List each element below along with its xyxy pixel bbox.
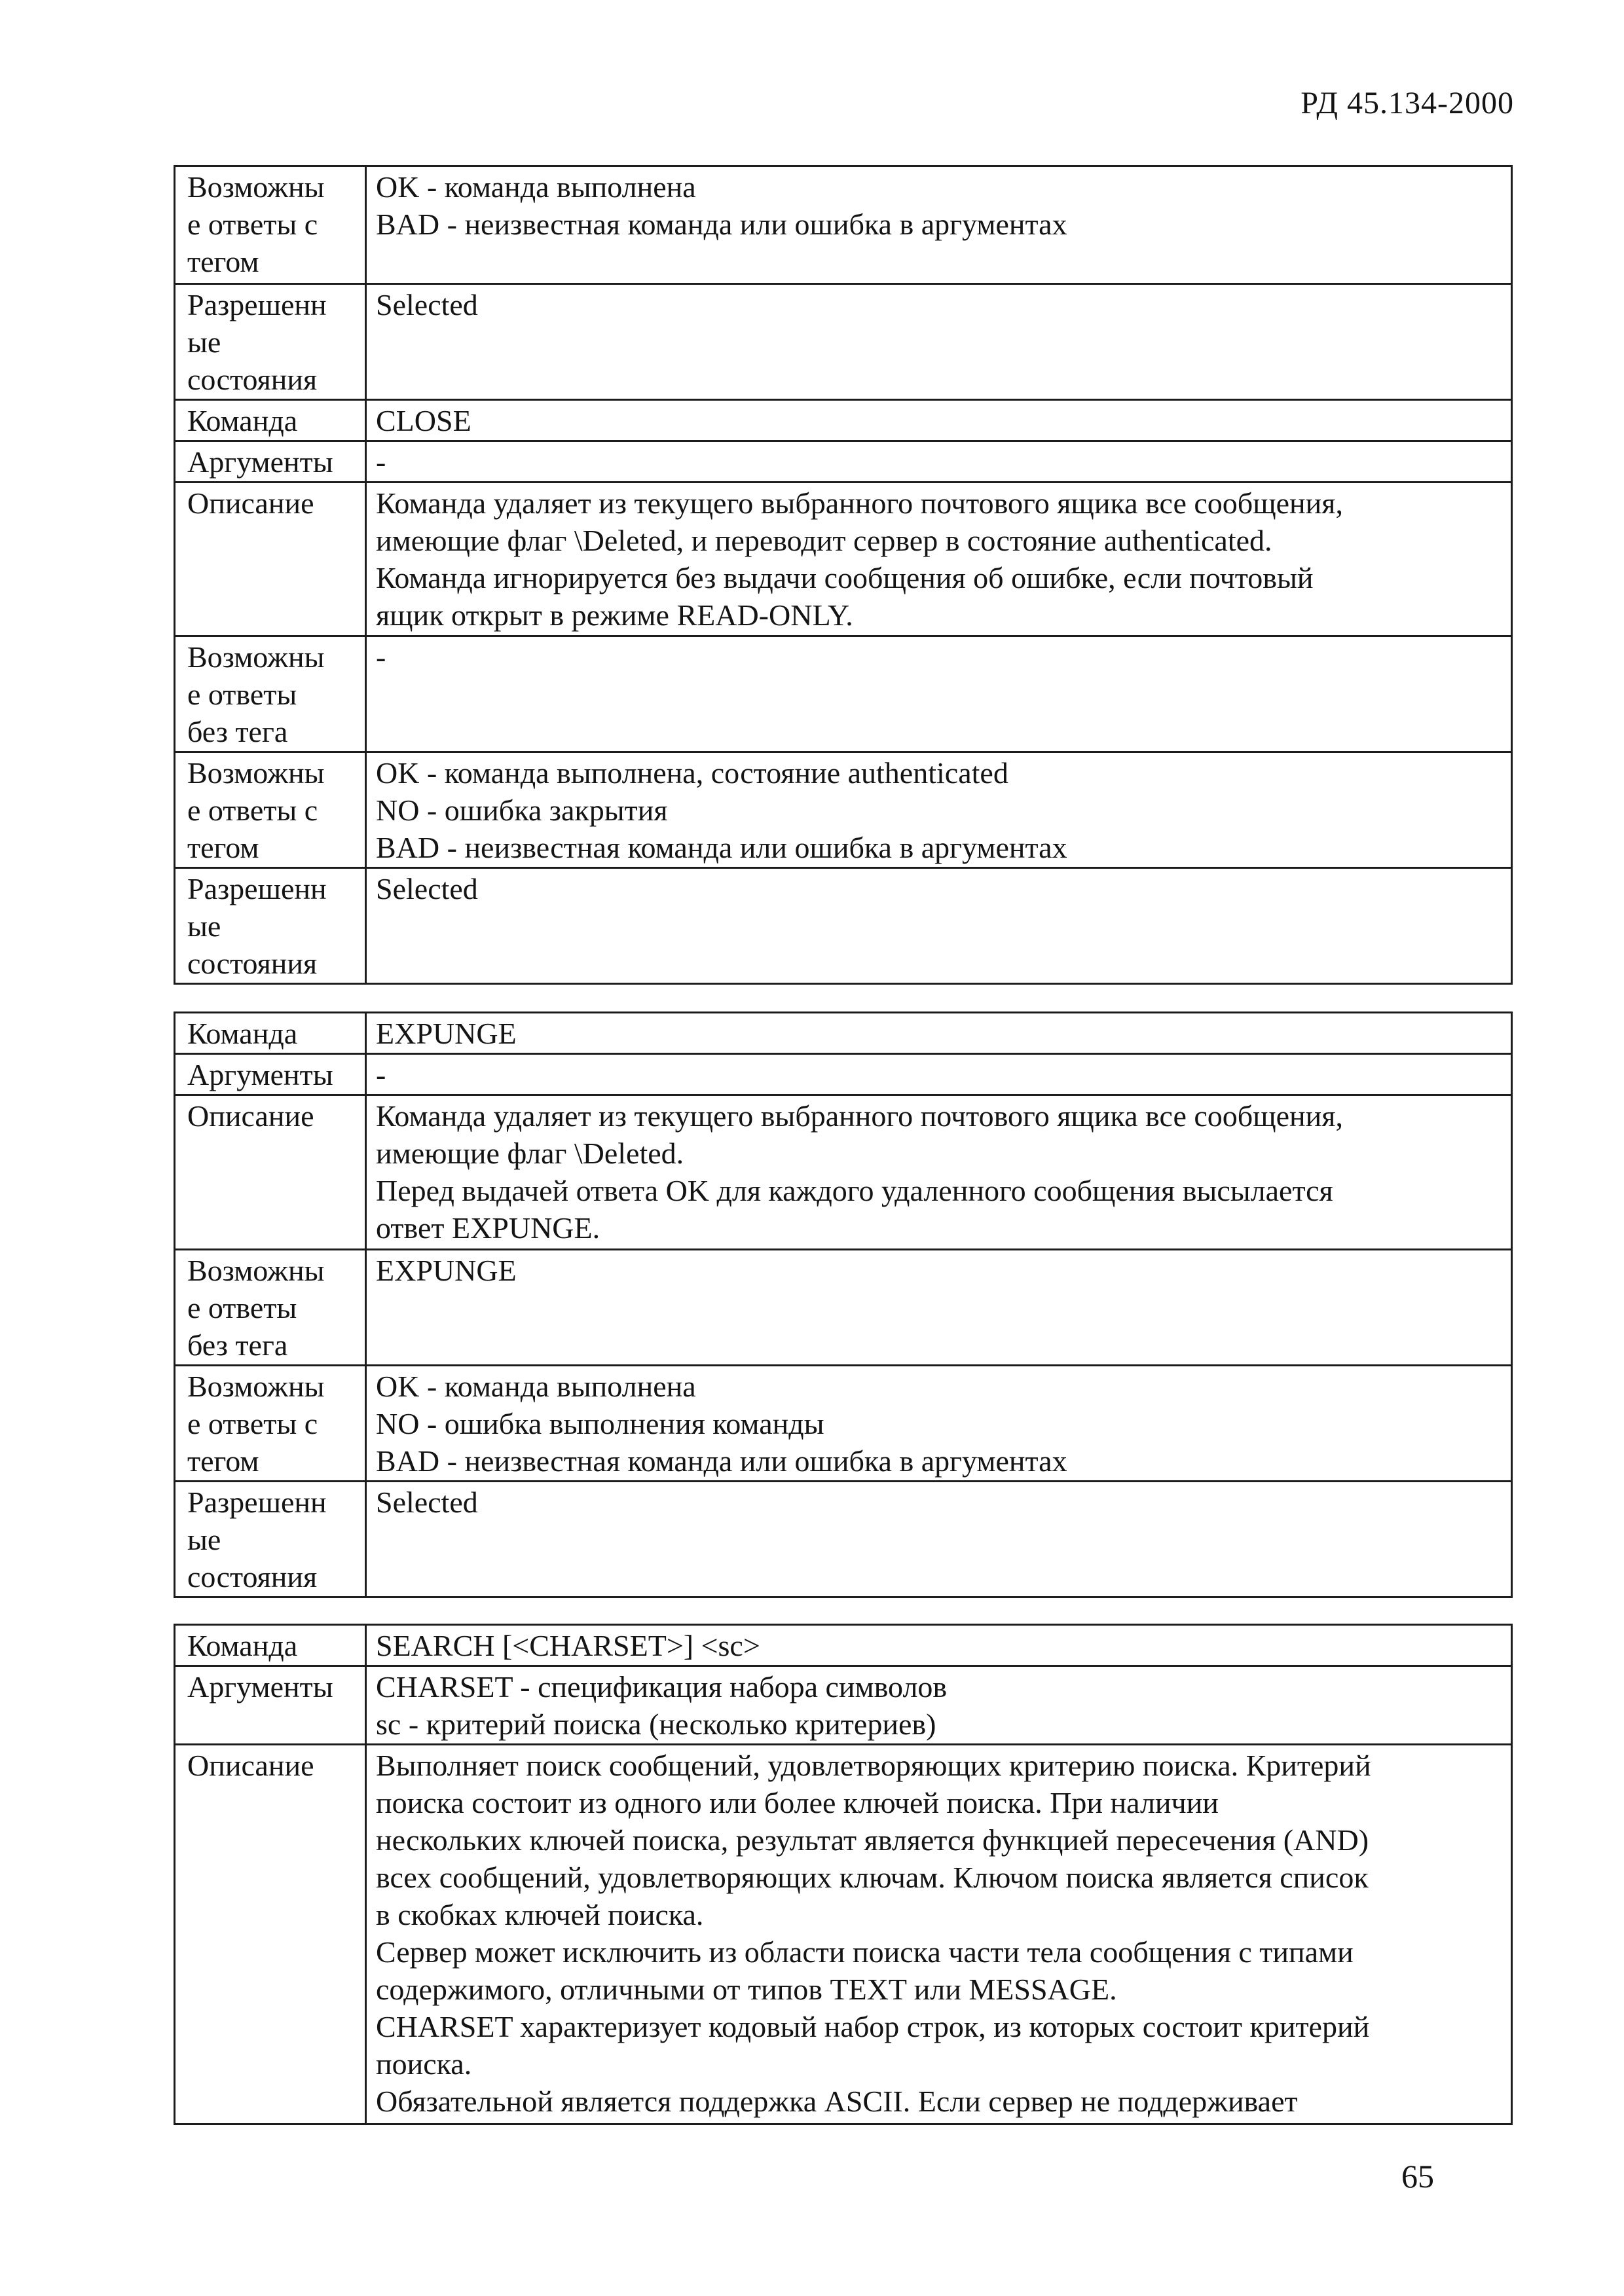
row-key xyxy=(175,1054,366,1095)
row-key-line: состояния xyxy=(187,947,318,980)
command-table-expunge xyxy=(174,1011,1513,1598)
row-key-line: тегом xyxy=(187,831,259,864)
row-key-line: Аргументы xyxy=(187,1058,333,1091)
row-value-line: в скобках ключей поиска. xyxy=(376,1898,704,1931)
row-value xyxy=(366,636,1512,752)
row-value-line: CHARSET характеризует кодовый набор строк, из которых состоит критерий xyxy=(376,2010,1370,2043)
row-key-line: е ответы xyxy=(187,678,297,711)
row-value-line: OK - команда выполнена, состояние authenticated xyxy=(376,756,1008,790)
table-row xyxy=(175,166,1512,284)
row-key-line: Разрешенн xyxy=(187,1485,327,1519)
row-key-line: тегом xyxy=(187,1444,259,1478)
table-row xyxy=(175,1482,1512,1597)
row-value xyxy=(366,483,1512,636)
row-key-line: Возможны xyxy=(187,1370,325,1403)
row-key-line: без тега xyxy=(187,715,288,748)
table-row xyxy=(175,1095,1512,1250)
table-row xyxy=(175,1625,1512,1666)
row-value xyxy=(366,1625,1512,1666)
table-row xyxy=(175,483,1512,636)
row-value-line: имеющие флаг \Deleted. xyxy=(376,1137,684,1170)
row-value-line: содержимого, отличными от типов TEXT или MESSAGE. xyxy=(376,1973,1117,2006)
row-value-line: ящик открыт в режиме READ-ONLY. xyxy=(376,598,853,632)
row-value xyxy=(366,1366,1512,1482)
row-key-line: е ответы с xyxy=(187,793,318,827)
row-key-line: Возможны xyxy=(187,1254,325,1287)
table-row xyxy=(175,284,1512,400)
row-key xyxy=(175,284,366,400)
table-row xyxy=(175,441,1512,483)
row-key-line: без тега xyxy=(187,1328,288,1362)
row-value xyxy=(366,1250,1512,1366)
page-number: 65 xyxy=(1401,2158,1434,2195)
row-key xyxy=(175,636,366,752)
row-value-line: Команда игнорируется без выдачи сообщения об ошибке, если почтовый xyxy=(376,561,1314,594)
row-key-line: Команда xyxy=(187,1017,298,1050)
row-value-line: всех сообщений, удовлетворяющих ключам. Ключом поиска является список xyxy=(376,1861,1369,1894)
command-table-search xyxy=(174,1624,1513,2125)
row-key-line: Аргументы xyxy=(187,445,333,479)
row-key xyxy=(175,1625,366,1666)
row-value-line: OK - команда выполнена xyxy=(376,1370,696,1403)
row-value-line: Обязательной является поддержка ASCII. Если сервер не поддерживает xyxy=(376,2085,1298,2118)
table-row xyxy=(175,400,1512,441)
row-key-line: Разрешенн xyxy=(187,872,327,905)
row-value xyxy=(366,1013,1512,1054)
row-value-line: Команда удаляет из текущего выбранного почтового ящика все сообщения, xyxy=(376,486,1343,520)
row-value xyxy=(366,441,1512,483)
row-key xyxy=(175,1250,366,1366)
row-value-line: EXPUNGE xyxy=(376,1017,517,1050)
row-key-line: ые xyxy=(187,909,221,943)
row-value xyxy=(366,1095,1512,1250)
row-key-line: Описание xyxy=(187,1099,314,1133)
row-value-line: поиска состоит из одного или более ключей поиска. При наличии xyxy=(376,1786,1219,1819)
row-key xyxy=(175,868,366,984)
row-value-line: BAD - неизвестная команда или ошибка в аргументах xyxy=(376,1444,1067,1478)
table-row xyxy=(175,868,1512,984)
row-key xyxy=(175,400,366,441)
row-key-line: Описание xyxy=(187,486,314,520)
row-value-line: - xyxy=(376,640,386,674)
row-value-line: - xyxy=(376,445,386,479)
row-value-line: имеющие флаг \Deleted, и переводит сервер в состояние authenticated. xyxy=(376,524,1272,557)
row-value-line: EXPUNGE xyxy=(376,1254,517,1287)
row-value xyxy=(366,1745,1512,2124)
row-value xyxy=(366,752,1512,868)
row-key-line: ые xyxy=(187,325,221,359)
row-value-line: CLOSE xyxy=(376,404,471,437)
row-value-line: нескольких ключей поиска, результат является функцией пересечения (AND) xyxy=(376,1823,1369,1857)
row-value-line: Сервер может исключить из области поиска части тела сообщения с типами xyxy=(376,1935,1354,1969)
row-value-line: Selected xyxy=(376,288,478,321)
row-key xyxy=(175,483,366,636)
row-value-line: NO - ошибка закрытия xyxy=(376,793,668,827)
row-key-line: Аргументы xyxy=(187,1670,333,1704)
table-row xyxy=(175,1666,1512,1745)
row-value-line: CHARSET - спецификация набора символов xyxy=(376,1670,948,1704)
row-value-line: Команда удаляет из текущего выбранного почтового ящика все сообщения, xyxy=(376,1099,1343,1133)
row-value-line: sc - критерий поиска (несколько критериев) xyxy=(376,1707,936,1741)
row-value-line: SEARCH [<CHARSET>] <sc> xyxy=(376,1629,760,1662)
row-value-line: BAD - неизвестная команда или ошибка в аргументах xyxy=(376,831,1067,864)
row-value-line: Selected xyxy=(376,1485,478,1519)
row-key-line: Команда xyxy=(187,404,298,437)
row-value-line: ответ EXPUNGE. xyxy=(376,1211,600,1245)
row-key xyxy=(175,1366,366,1482)
row-key-line: Описание xyxy=(187,1749,314,1782)
command-table-close xyxy=(174,165,1513,985)
row-key-line: ые xyxy=(187,1523,221,1556)
table-row xyxy=(175,1745,1512,2124)
row-key-line: е ответы с xyxy=(187,208,318,241)
row-key-line: Команда xyxy=(187,1629,298,1662)
row-key-line: Возможны xyxy=(187,640,325,674)
table-row xyxy=(175,636,1512,752)
row-value xyxy=(366,1482,1512,1597)
table-row xyxy=(175,1250,1512,1366)
row-key-line: тегом xyxy=(187,245,259,278)
row-value-line: OK - команда выполнена xyxy=(376,170,696,204)
row-value xyxy=(366,400,1512,441)
row-key xyxy=(175,166,366,284)
row-key-line: Возможны xyxy=(187,170,325,204)
row-key-line: состояния xyxy=(187,363,318,396)
row-key xyxy=(175,1095,366,1250)
row-key xyxy=(175,1482,366,1597)
row-value-line: NO - ошибка выполнения команды xyxy=(376,1407,824,1440)
row-key-line: е ответы с xyxy=(187,1407,318,1440)
row-key xyxy=(175,441,366,483)
row-key-line: Возможны xyxy=(187,756,325,790)
row-value-line: Перед выдачей ответа OK для каждого удаленного сообщения высылается xyxy=(376,1174,1333,1207)
row-value-line: - xyxy=(376,1058,386,1091)
row-key-line: е ответы xyxy=(187,1291,297,1324)
row-value-line: BAD - неизвестная команда или ошибка в аргументах xyxy=(376,208,1067,241)
table-row xyxy=(175,1013,1512,1054)
table-row xyxy=(175,752,1512,868)
row-value xyxy=(366,166,1512,284)
table-row xyxy=(175,1366,1512,1482)
row-key-line: Разрешенн xyxy=(187,288,327,321)
document-code: РД 45.134-2000 xyxy=(1301,86,1514,120)
row-key xyxy=(175,1745,366,2124)
row-value-line: Selected xyxy=(376,872,478,905)
row-key xyxy=(175,752,366,868)
row-value xyxy=(366,1666,1512,1745)
row-key-line: состояния xyxy=(187,1560,318,1594)
row-value-line: поиска. xyxy=(376,2047,472,2081)
table-row xyxy=(175,1054,1512,1095)
row-key xyxy=(175,1013,366,1054)
row-value xyxy=(366,1054,1512,1095)
row-value xyxy=(366,284,1512,400)
row-value xyxy=(366,868,1512,984)
row-value-line: Выполняет поиск сообщений, удовлетворяющих критерию поиска. Критерий xyxy=(376,1749,1371,1782)
row-key xyxy=(175,1666,366,1745)
